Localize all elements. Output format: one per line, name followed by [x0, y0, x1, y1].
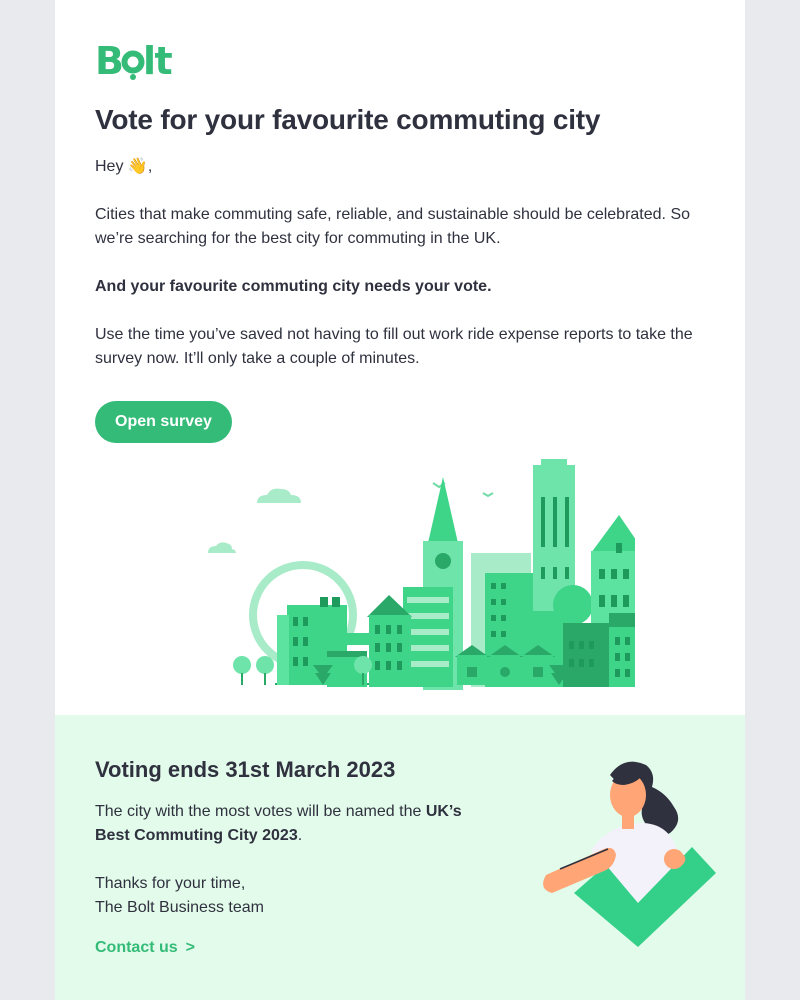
svg-text:B: B: [95, 39, 123, 82]
survey-paragraph: Use the time you’ve saved not having to fill out work ride expense reports to take the survey now. It’ll only take a couple of minutes.: [95, 326, 693, 367]
sign-off: [95, 872, 495, 920]
award-name: UK’s Best Commuting City 2023: [95, 803, 462, 844]
voting-ends-title: Voting ends 31st March 2023: [95, 757, 396, 782]
email-container: [55, 0, 745, 1000]
greeting: [95, 155, 152, 179]
woman-checkmark-illustration: [540, 753, 720, 953]
waving-hand-icon: 👋: [127, 158, 148, 175]
bolt-logo[interactable]: [95, 34, 175, 82]
city-skyline-illustration: [175, 455, 635, 690]
thanks-line: Thanks for your time,: [95, 875, 246, 892]
winner-paragraph: The city with the most votes will be named the UK’s Best Commuting City 2023.: [95, 803, 462, 844]
svg-text:lt: lt: [143, 39, 172, 82]
headline: Vote for your favourite commuting city: [95, 104, 601, 135]
contact-us-label: Contact us: [95, 939, 178, 956]
chevron-right-icon: >: [185, 939, 196, 956]
footer-section: [55, 715, 745, 1000]
intro-paragraph: Cities that make commuting safe, reliable, and sustainable should be celebrated. So we’re searching for the best city for commuting in the UK.: [95, 206, 691, 247]
open-survey-button[interactable]: Open survey: [95, 401, 232, 443]
greeting-suffix: ,: [147, 158, 153, 175]
signature-line: The Bolt Business team: [95, 899, 264, 916]
contact-us-link[interactable]: [95, 939, 195, 957]
greeting-text: Hey: [95, 158, 124, 175]
vote-callout: And your favourite commuting city needs your vote.: [95, 278, 492, 295]
